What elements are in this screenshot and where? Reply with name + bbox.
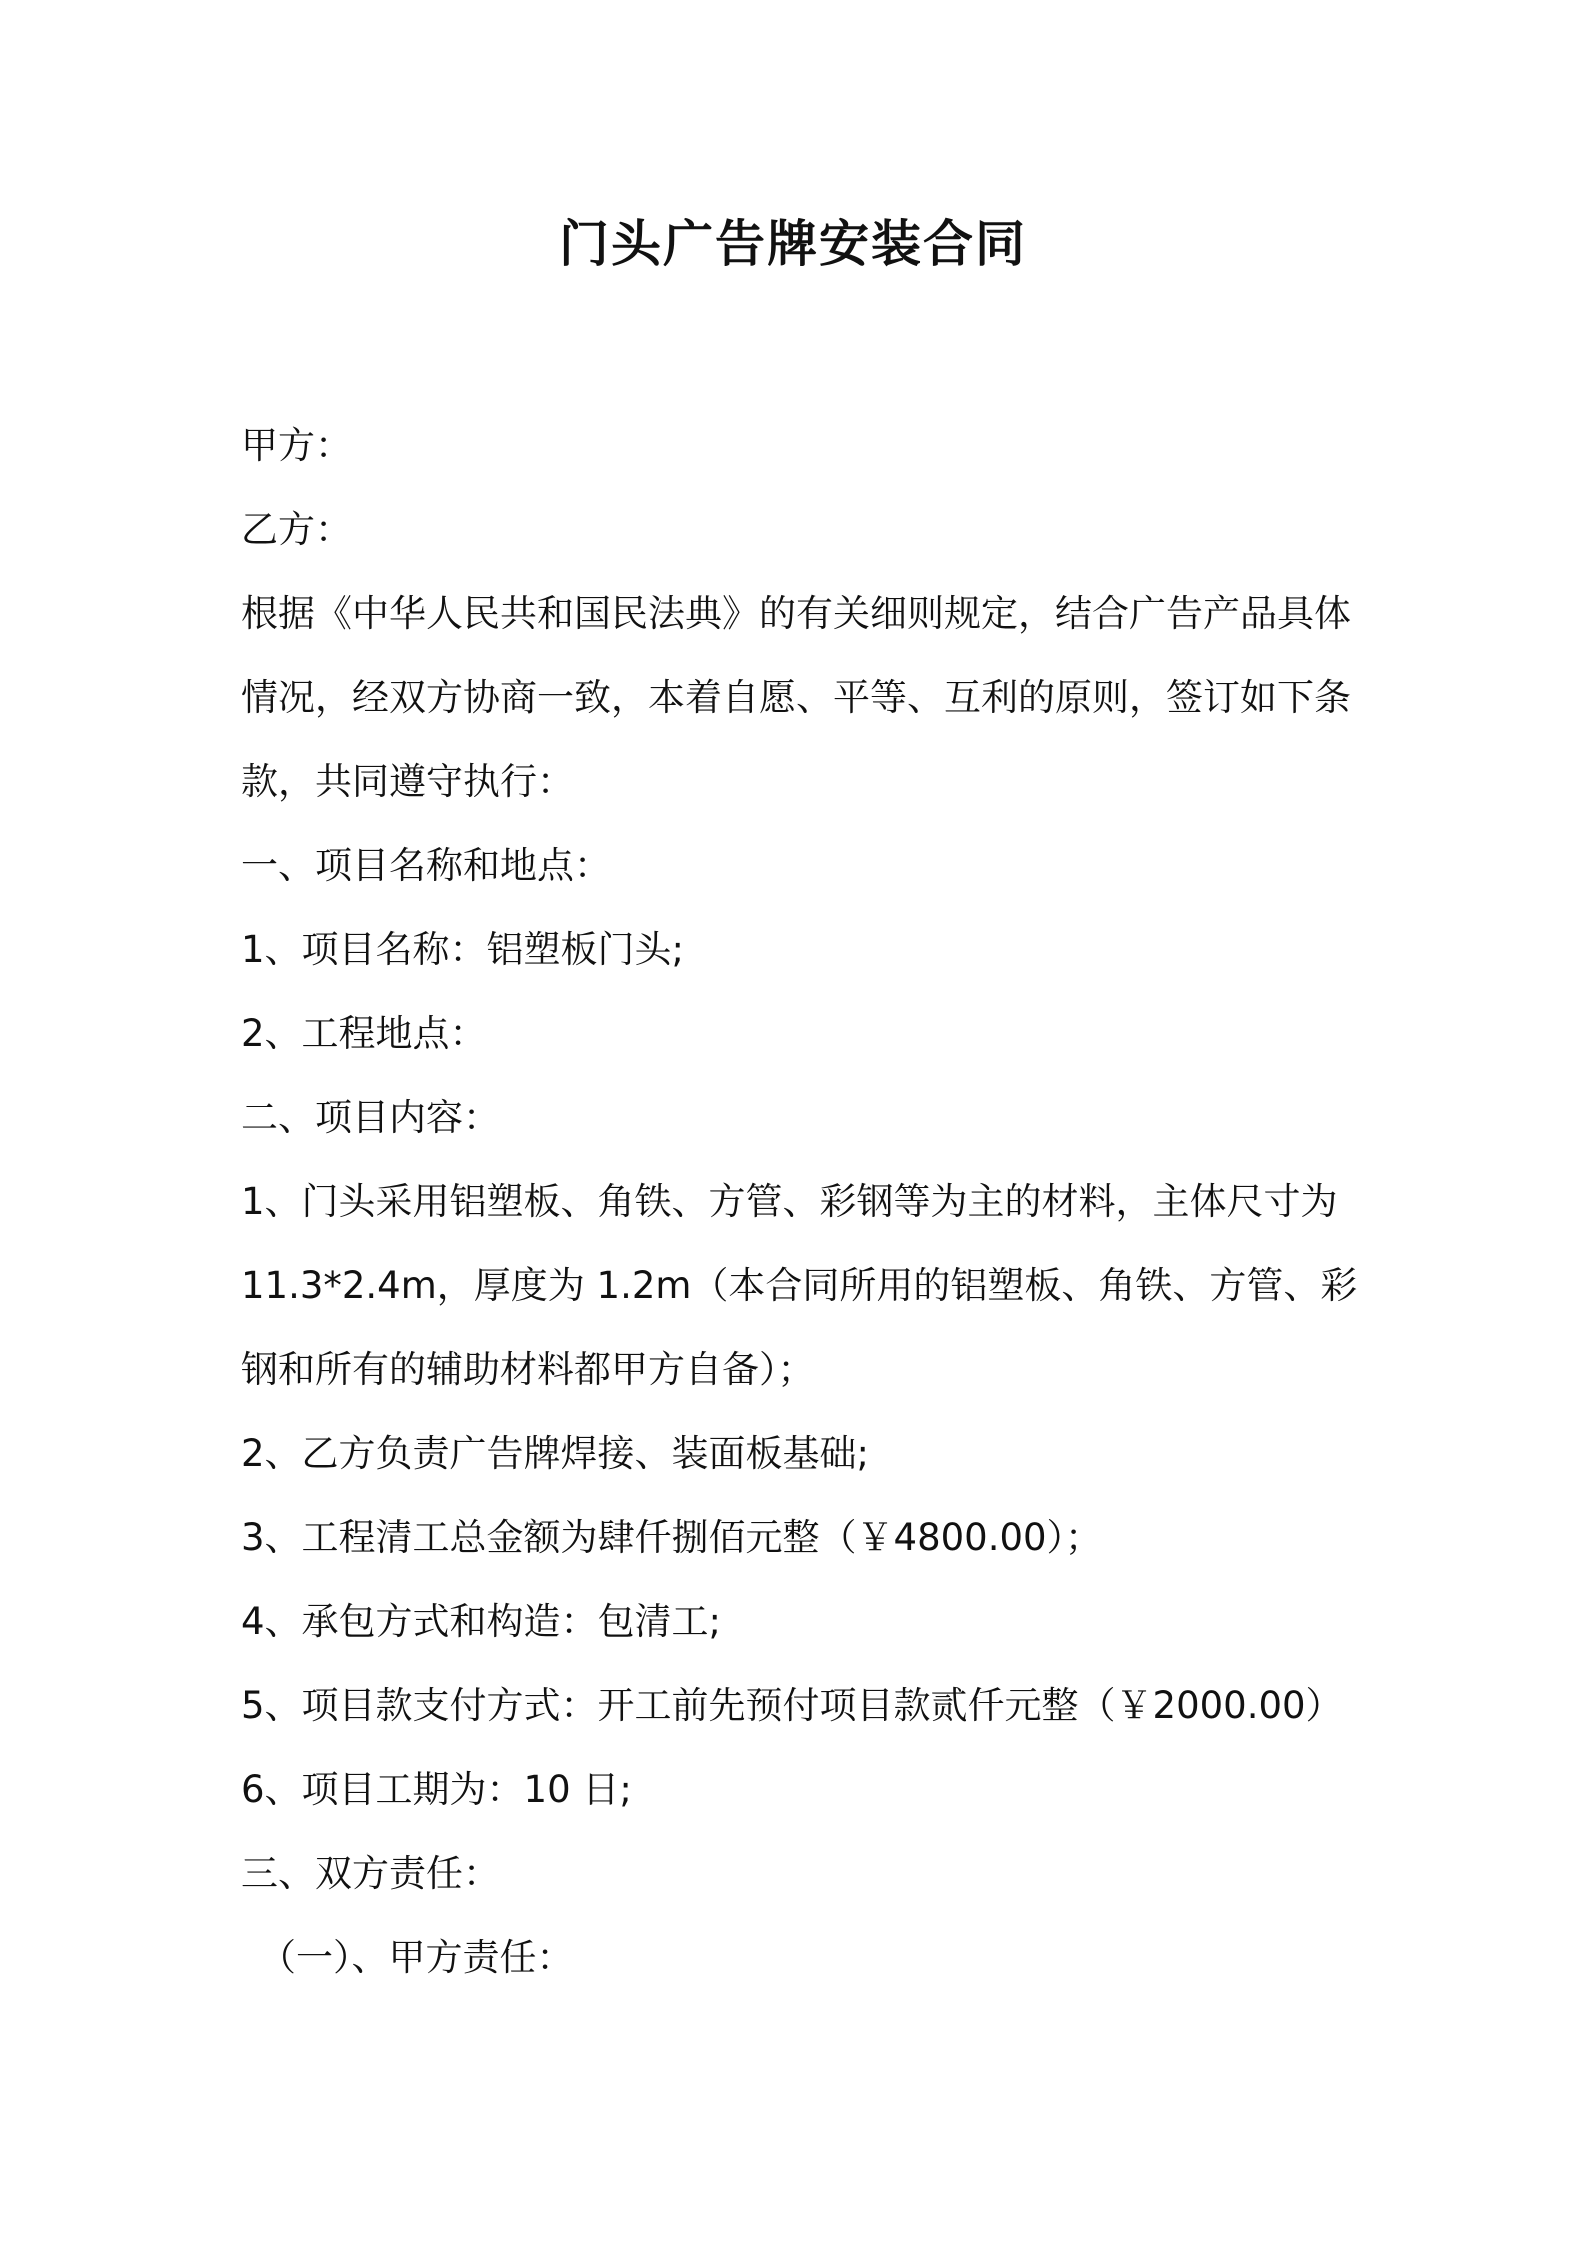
clause-line: 6、项目工期为：10 日; [241, 1768, 632, 1811]
clause-line: 3、工程清工总金额为肆仟捌佰元整（￥4800.00）； [241, 1516, 1103, 1559]
clause-line: 4、承包方式和构造：包清工; [241, 1600, 722, 1643]
subsection-heading: （一）、甲方责任： [259, 1936, 574, 1979]
clause-line: 11.3*2.4m，厚度为 1.2m（本合同所用的铝塑板、角铁、方管、彩 [241, 1264, 1358, 1307]
section-heading-1: 一、项目名称和地点： [241, 844, 611, 887]
party-b-line: 乙方： [241, 508, 352, 551]
section-heading-2: 二、项目内容： [241, 1096, 500, 1139]
party-a-line: 甲方： [241, 424, 352, 467]
clause-line: 1、门头采用铝塑板、角铁、方管、彩钢等为主的材料，主体尺寸为 [241, 1180, 1338, 1223]
section-heading-3: 三、双方责任： [241, 1852, 500, 1895]
preamble-line-2: 情况，经双方协商一致，本着自愿、平等、互利的原则，签订如下条 [241, 676, 1351, 719]
document-body [241, 404, 1361, 2000]
clause-line: 2、乙方负责广告牌焊接、装面板基础; [241, 1432, 870, 1475]
document-title: 门头广告牌安装合同 [559, 215, 1027, 273]
clause-line: 1、项目名称：铝塑板门头; [241, 928, 685, 971]
clause-line: 5、项目款支付方式：开工前先预付项目款贰仟元整（￥2000.00） [241, 1684, 1343, 1727]
clause-line: 2、工程地点： [241, 1012, 487, 1055]
clause-line: 钢和所有的辅助材料都甲方自备）； [241, 1348, 815, 1391]
preamble-line-3: 款，共同遵守执行： [241, 760, 574, 803]
preamble-line-1: 根据《中华人民共和国民法典》的有关细则规定，结合广告产品具体 [241, 592, 1351, 635]
